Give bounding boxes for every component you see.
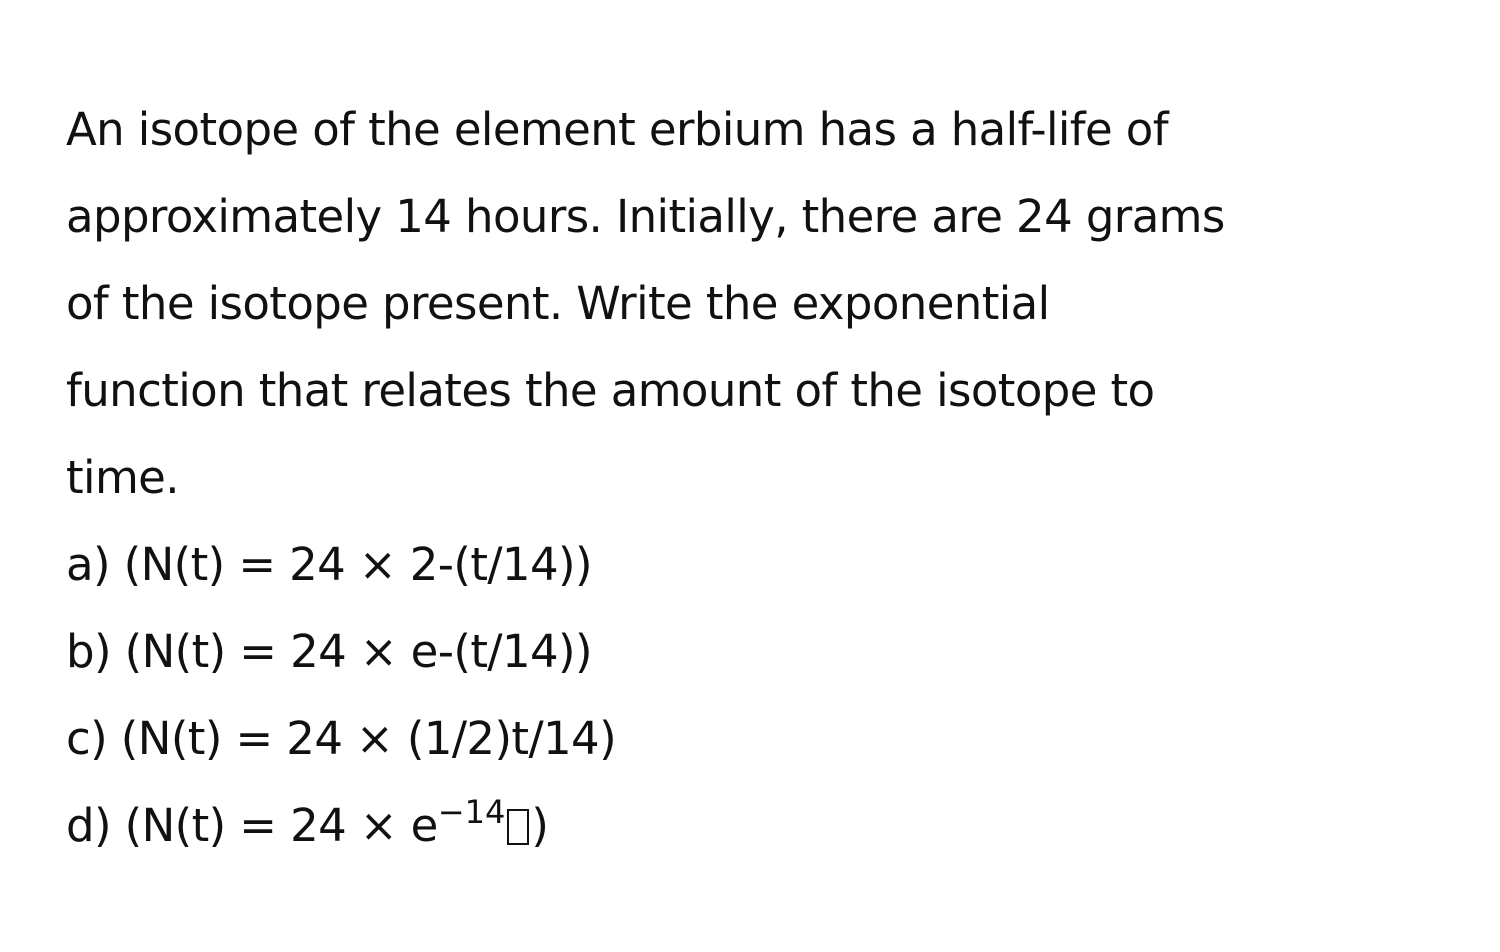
option-c: c) (N(t) = 24 × (1/2)t/14) (66, 712, 617, 765)
question-line: of the isotope present. Write the exponential (66, 277, 1050, 330)
option-b: b) (N(t) = 24 × e-(t/14)) (66, 625, 592, 678)
question-line: approximately 14 hours. Initially, there are 24 grams (66, 190, 1225, 243)
option-d-exponent: −14 (437, 793, 506, 831)
missing-glyph-box (507, 809, 529, 845)
question-text (66, 86, 1466, 521)
question-line: function that relates the amount of the isotope to (66, 364, 1155, 417)
question-line: time. (66, 451, 179, 504)
question-line: An isotope of the element erbium has a half-life of (66, 103, 1168, 156)
option-d-suffix: ) (531, 799, 549, 852)
option-a: a) (N(t) = 24 × 2-(t/14)) (66, 538, 592, 591)
option-d (66, 782, 1466, 874)
answer-options (66, 521, 1466, 874)
option-d-prefix: d) (N(t) = 24 × e (66, 799, 438, 852)
document-body (66, 86, 1466, 874)
